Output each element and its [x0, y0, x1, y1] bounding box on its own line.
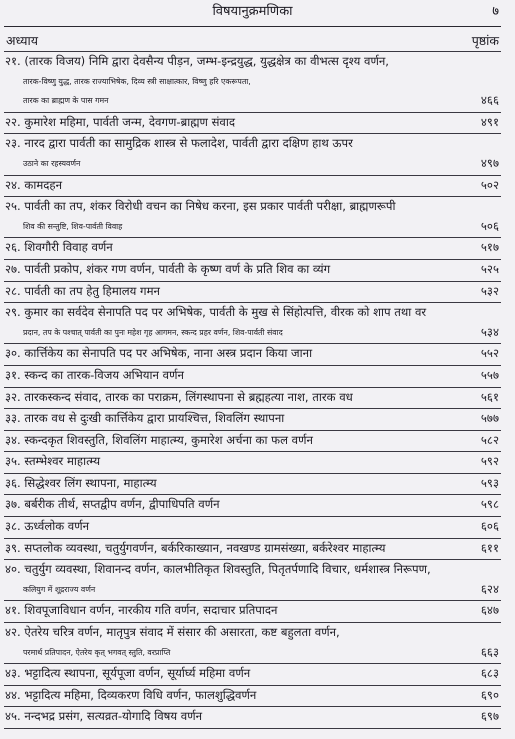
toc-entry [4, 282, 501, 304]
toc-entry-title [4, 303, 457, 342]
toc-entry [4, 113, 501, 135]
header-rule [4, 26, 501, 27]
toc-entry [4, 238, 501, 260]
toc-entry [4, 197, 501, 238]
toc-entry-page: ६०६ [480, 519, 499, 534]
toc-entry-title [4, 260, 457, 280]
toc-entry-line: ३२. तारकस्कन्द संवाद, तारक का पराक्रम, लिंगस्थापना से ब्रह्महत्या नाश, तारक वध [5, 389, 353, 404]
toc-entry-page: ४६६ [480, 93, 499, 108]
toc-entry [4, 388, 501, 410]
toc-entry-line: ३६. सिद्धेश्वर लिंग स्थापना, माहात्म्य [5, 475, 157, 490]
toc-entry-line: २६. शिवगौरी विवाह वर्णन [5, 240, 113, 255]
toc-entry-page: ६६३ [480, 644, 499, 659]
toc-entry-line: ३१. स्कन्द का तारक-विजय अभियान वर्णन [5, 367, 184, 382]
toc-entry-page: ६२४ [480, 581, 499, 596]
toc-entry-title [4, 52, 457, 111]
toc-entry-page: ५९२ [480, 454, 499, 469]
toc-entry-line: ३८. ऊर्ध्वलोक वर्णन [5, 519, 90, 534]
toc-entry [4, 452, 501, 474]
toc-entry [4, 560, 501, 601]
toc-entry-page: ६८३ [480, 666, 499, 681]
toc-entry-title [4, 517, 457, 537]
toc-entry-title [4, 686, 457, 706]
toc-entry [4, 686, 501, 708]
toc-entry-page: ५९३ [480, 475, 499, 490]
toc-entry-title [4, 707, 457, 727]
toc-entry-line: २१. (तारक विजय) निमि द्वारा देवसैन्य पीड़न, जम्भ-इन्द्रयुद्ध, युद्धक्षेत्र का वीभत्स दृश्य वर्णन, [5, 54, 389, 68]
toc-entry-line: ४०. चतुर्युग व्यवस्था, शिवानन्द वर्णन, कालभीतिकृत शिवस्तुति, पितृतर्पणादि विचार, धर्मशास्त्र निरूपण, [5, 562, 431, 577]
toc-entry-title [4, 366, 457, 386]
toc-entry-line: २८. पार्वती का तप हेतु हिमालय गमन [5, 283, 160, 298]
toc-entry-line: २४. कामदहन [5, 177, 63, 192]
toc-entry-line: ४४. भट्टादित्य महिमा, दिव्यकरण विधि वर्णन, फालशुद्धिवर्णन [5, 687, 257, 702]
toc-entry-page: ६४७ [480, 603, 499, 618]
toc-entry [4, 495, 501, 517]
toc-entry-page: ५९८ [480, 497, 499, 512]
toc-entry [4, 601, 501, 623]
toc-entry-line: ४२. ऐतरेय चरित्र वर्णन, मातृपुत्र संवाद में संसार की असारता, कष्ट बहुलता वर्णन, [5, 625, 340, 640]
toc-entry-title [4, 409, 457, 429]
toc-entry [4, 431, 501, 453]
toc-entry-page: ५०६ [480, 218, 499, 233]
toc-entry-line: ३७. बर्बरीक तीर्थ, सप्तद्वीप वर्णन, द्वीपाधिपति वर्णन [5, 497, 220, 512]
toc-entry-title [4, 560, 457, 599]
toc-entry-line: २९. कुमार का सर्वदेव सेनापति पद पर अभिषेक, पार्वती के मुख से सिंहोत्पत्ति, वीरक को शाप तथा वर [5, 305, 427, 320]
toc-entry-line: ४५. नन्दभद्र प्रसंग, सत्यव्रत-योगादि विषय वर्णन [5, 709, 203, 724]
toc-entry-title [4, 601, 457, 621]
toc-entry [4, 707, 501, 729]
toc-entry-page: ४९७ [480, 155, 499, 170]
toc-entry-title [4, 539, 457, 559]
toc-entry-page: ६११ [480, 540, 499, 555]
toc-entry-continuation-line: शिव की सन्तुष्टि, शिव-पार्वती विवाह [23, 221, 123, 231]
toc-entry [4, 517, 501, 539]
toc-entry-page: ५५७ [480, 367, 499, 382]
toc-entry-page: ५५२ [480, 346, 499, 361]
toc-entry-page: ५८२ [480, 432, 499, 447]
toc-entry-title [4, 452, 457, 472]
toc-entry [4, 474, 501, 496]
toc-entry [4, 260, 501, 282]
toc-entry-line: ३०. कार्त्तिकेय का सेनापति पद पर अभिषेक, नाना अस्त्र प्रदान किया जाना [5, 346, 313, 361]
toc-entry-line: २३. नारद द्वारा पार्वती का सामुद्रिक शास्त्र से फलादेश, पार्वती द्वारा दक्षिण हाथ ऊपर [5, 136, 353, 151]
toc-entry [4, 623, 501, 664]
toc-entry-continuation-line: प्रदान, तप के पश्चात् पार्वती का पुनः महेश गृह आगमन, स्कन्द प्रहर वर्णन, शिव-पार्वती संवाद [23, 327, 283, 337]
toc-entry-page: ६९० [480, 687, 499, 702]
toc-entry-line: ३३. तारक वध से दुःखी कार्त्तिकेय द्वारा प्रायश्चित्त, शिवलिंग स्थापना [5, 411, 285, 426]
toc-entry-title [4, 495, 457, 515]
toc-entry [4, 366, 501, 388]
toc-entry-continuation-line: उठाने का रहस्यवर्णन [23, 158, 81, 168]
toc-entry-page: ६९७ [480, 709, 499, 724]
toc-entry-title [4, 388, 457, 408]
toc-list [4, 52, 501, 729]
toc-entry-line: ३९. सप्तलोक व्यवस्था, चतुर्युगवर्णन, बर्करिकाख्यान, नवखण्ड ग्रामसंख्या, बर्करेश्वर माहात्म्य [5, 540, 386, 555]
toc-entry [4, 344, 501, 366]
toc-entry [4, 52, 501, 113]
toc-entry-title [4, 134, 457, 173]
toc-entry-page: ५०२ [480, 177, 499, 192]
toc-entry [4, 303, 501, 344]
toc-entry-page: ५३२ [480, 283, 499, 298]
toc-entry-title [4, 344, 457, 364]
page-column-header: पृष्ठांक [471, 33, 499, 48]
toc-entry-line: ३४. स्कन्दकृत शिवस्तुति, शिवलिंग माहात्म्य, कुमारेश अर्चना का फल वर्णन [5, 432, 313, 447]
toc-entry-line: २५. पार्वती का तप, शंकर विरोधी वचन का निषेध करना, इस प्रकार पार्वती परीक्षा, ब्राह्मणरूपी [5, 199, 396, 214]
toc-entry-title [4, 197, 457, 236]
page-title: विषयानुक्रमणिका [212, 4, 293, 19]
toc-entry [4, 664, 501, 686]
toc-entry-continuation-line: कलियुग में शूद्रराज्य वर्णन [23, 584, 96, 594]
toc-entry-page: ५६१ [480, 389, 499, 404]
toc-entry-line: ४१. शिवपूजाविधान वर्णन, नारकीय गति वर्णन, सदाचार प्रतिपादन [5, 603, 278, 618]
toc-entry-line: २७. पार्वती प्रकोप, शंकर गण वर्णन, पार्वती के कृष्ण वर्ण के प्रति शिव का व्यंग [5, 261, 331, 276]
toc-entry-title [4, 176, 457, 196]
toc-entry [4, 134, 501, 175]
toc-entry-title [4, 664, 457, 684]
toc-entry-page: ५१७ [480, 240, 499, 255]
toc-entry-page: ५३४ [480, 324, 499, 339]
toc-entry-title [4, 113, 457, 133]
toc-entry-continuation-line: तारक-विष्णु युद्ध, तारक राज्याभिषेक, दिव्य स्त्री साक्षात्कार, विष्णु हरि एकरूपता, [23, 76, 251, 86]
toc-entry-line: ३५. स्तम्भेश्वर माहात्म्य [5, 454, 101, 469]
toc-entry-title [4, 474, 457, 494]
page-number: ७ [492, 4, 499, 19]
toc-entry-page: ५२५ [480, 261, 499, 276]
toc-entry-page: ४९१ [480, 114, 499, 129]
toc-entry-title [4, 623, 457, 662]
toc-entry [4, 409, 501, 431]
toc-entry-page: ५७७ [480, 411, 499, 426]
toc-entry-title [4, 431, 457, 451]
toc-entry [4, 176, 501, 198]
toc-entry-continuation-line: तारक का ब्राह्मण के पास गमन [23, 96, 109, 106]
column-headers [4, 31, 501, 51]
chapter-column-header: अध्याय [6, 33, 38, 48]
toc-entry-continuation-line: परमार्थ प्रतिपादन, ऐतरेय कृत् भगवत् स्तुति, वरप्राप्ति [23, 647, 171, 657]
toc-entry-title [4, 238, 457, 258]
toc-entry-line: ४३. भट्टादित्य स्थापना, सूर्यपूजा वर्णन, सूर्यार्घ्य महिमा वर्णन [5, 666, 251, 681]
toc-entry-title [4, 282, 457, 302]
toc-entry [4, 539, 501, 561]
running-header [4, 0, 501, 26]
toc-entry-line: २२. कुमारेश महिमा, पार्वती जन्म, देवगण-ब्राह्मण संवाद [5, 114, 236, 129]
